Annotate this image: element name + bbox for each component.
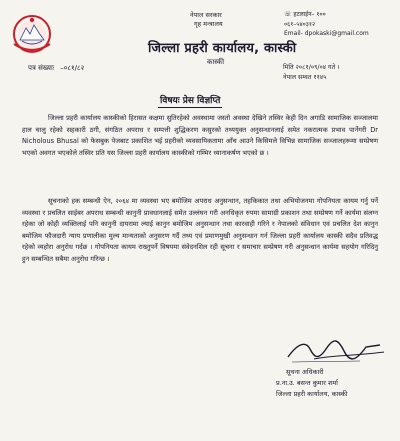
reference-value: –०८१/८२: [60, 64, 85, 72]
date-nepal-sambat: नेपाल सम्वत ११४५: [283, 74, 327, 81]
office-location: कास्की: [207, 58, 225, 66]
signatory-office: जिल्ला प्रहरी कार्यालय, कास्की: [276, 390, 348, 398]
hotline-phone: ☏ हटलाईन– १००: [284, 11, 326, 18]
signatory-name: प्र.ना.उ. बसन्त कुमार शर्मा: [276, 379, 338, 387]
contact-block: [284, 10, 369, 39]
signature-block: [276, 367, 347, 400]
reference-number: [28, 64, 84, 73]
body-paragraph: जिल्ला प्रहरी कार्यालय कास्कीको हिरासत कक्षमा सुतिरहेको अवस्थामा जस्तो अवस्था देखिने तस्विर केही दिन अगाडि सामाजिक सञ्जालमा हाल चालु रहेको सहकारी ठगी, संगठित अपराध र सम्पत्ती शुद्धिकरण कसुरको तथ्ययुक्त अनुसन्धानलाई समेत नकरात्मक प्रभाव पार्नेगरी Dr Nicholous Bhusal को फेसबुक पेजबाट प्रकाशित भई प्रहरीको व्यवसायिकतामा आँच आउने किसिमले विभिन्न सामाजिक सञ्जालहरूमा सम्प्रेषण भएको अवगत भएकोले तस्विर प्रति यस जिल्ला प्रहरी कार्यालय कास्कीको गम्भिर ध्यानाकर्षण भएको छ ।: [22, 114, 378, 157]
government-header: [190, 11, 223, 29]
government-name: नेपाल सरकार: [190, 11, 222, 19]
signatory-title: सूचना अधिकारी: [286, 368, 324, 376]
email-address: Email- dpokaski@gmail.com: [284, 30, 369, 37]
office-title: जिल्ला प्रहरी कार्यालय, कास्की: [148, 41, 297, 56]
reference-label: पत्र संख्याः: [28, 64, 55, 72]
date-block: [283, 63, 340, 83]
ministry-name: गृह मन्त्रालय: [194, 20, 223, 28]
nepal-government-emblem-icon: [10, 14, 54, 54]
date-bs: मिति २०८१/०९/०४ गते ।: [283, 64, 340, 71]
subject-heading: विषयः प्रेस विज्ञप्ति: [158, 93, 222, 108]
body-paragraph: सूचनाको हक सम्बन्धी ऐन, २०६४ मा व्यवस्था भए बमोजिम अपराध अनुसन्धान, तहकिकात तथा अभियोजनमा गोपनियता कायम गर्नु पर्ने व्यवस्था र प्रचलित साईबर अपराध सम्बन्धी कानुनी प्रावधानलाई समेत उल्लंघन गरी अनधिकृत रुपमा सामाग्री प्रकाशन तथा सम्प्रेषण गर्ने कार्यमा संलग्न रहेका जो कोही व्यक्तिलाई पनि कानुनी दायरामा ल्याई कानुन बमोजिम अनुसन्धान तथा कारवाही गरिने र नेपालको संविधान एवं प्रचलित देश कानुन बमोजिम फौजदारी न्याय प्रणालीका मुल्य मान्यताको अनुसरण गर्दै तथ्य एवं प्रमाणमुखी अनुसन्धान गर्न जिल्ला प्रहरी कार्यालय कास्की सदैव प्रतिवद्ध रहेको व्यहोरा अनुरोध गर्दछ । गोपनियता कायम राख्नुपर्ने विषयमा संवेदनशिल रही सूचना र समाचार सम्प्रेषण गरी अनुसन्धान कार्यमा सहयोग गरिदिनु हुन सम्बन्धित सबैमा अनुरोध गरिन्छ ।: [22, 197, 378, 263]
handwritten-signature-icon: [280, 335, 400, 365]
phone-number: ०६१–५४०३१२: [284, 20, 316, 28]
